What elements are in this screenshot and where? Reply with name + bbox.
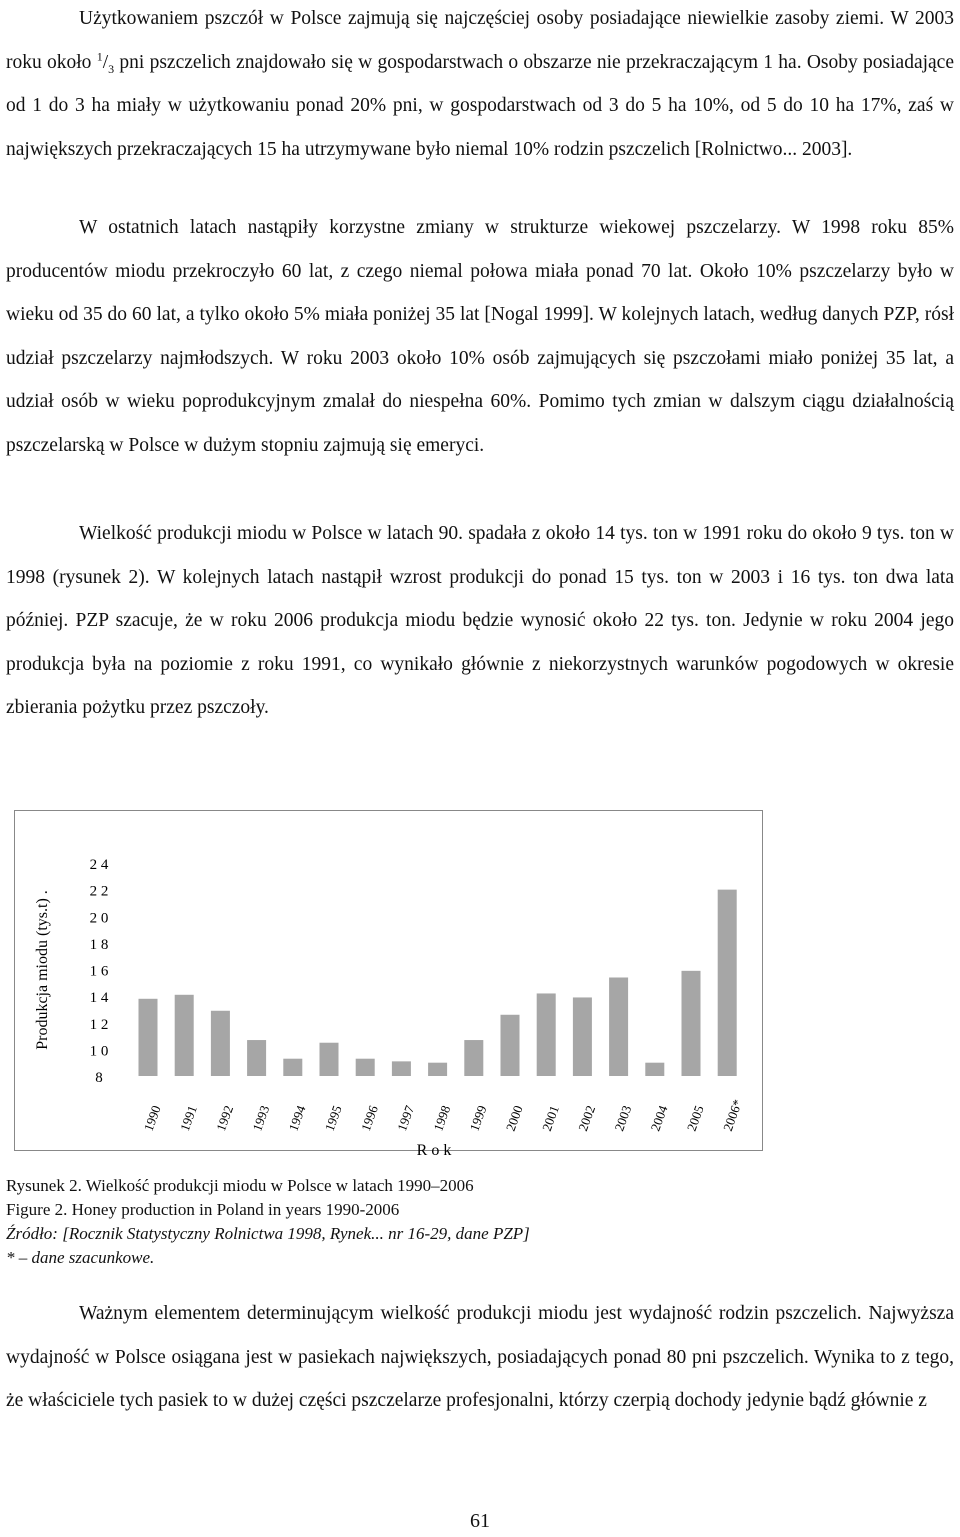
x-tick-label: 2003 (611, 1103, 635, 1134)
caption-line-1: Rysunek 2. Wielkość produkcji miodu w Polsce w latach 1990–2006 (6, 1176, 474, 1195)
bar-2000 (501, 1015, 520, 1076)
x-tick-label: 2000 (502, 1103, 526, 1134)
y-tick-label: 1 6 (89, 963, 109, 980)
honey-production-chart (14, 810, 774, 1170)
bar-2006 (718, 890, 737, 1076)
bar-1993 (247, 1040, 266, 1076)
page-number: 61 (470, 1510, 490, 1532)
bar-2001 (537, 993, 556, 1076)
bar-1996 (356, 1059, 375, 1076)
bar-1994 (283, 1059, 302, 1076)
x-tick-label: 1997 (394, 1103, 418, 1134)
x-tick-label: 1992 (213, 1103, 237, 1134)
y-tick-label: 1 2 (89, 1016, 109, 1033)
y-tick-label: 2 0 (89, 910, 109, 927)
bar-1995 (320, 1043, 339, 1076)
fraction-slash: / (102, 51, 109, 73)
bar-2002 (573, 997, 592, 1076)
caption-note: * – dane szacunkowe. (6, 1248, 155, 1267)
paragraph-4: Ważnym elementem determinującym wielkość produkcji miodu jest wydajność rodzin pszczelich. Najwyższa wydajność w Polsce osiągana jest w pasiekach największych, posiadających ponad 80 pni pszczelich. Wynika to z tego, że właściciele tych pasiek to w dużej części pszczelarze profesjonalni, którzy czerpią dochody jedynie bądź głównie z (6, 1303, 954, 1411)
y-tick-label: 1 8 (89, 936, 109, 953)
y-tick-label: 8 (95, 1070, 103, 1086)
fraction-denominator: 3 (108, 61, 115, 76)
x-tick-label: 2005 (683, 1103, 707, 1134)
y-tick-label: 1 4 (89, 990, 109, 1007)
bar-1998 (428, 1063, 447, 1076)
x-tick-label: 1990 (140, 1103, 164, 1134)
x-tick-label: 2006* (719, 1097, 746, 1134)
bar-1997 (392, 1061, 411, 1076)
paragraph-3: Wielkość produkcji miodu w Polsce w latach 90. spadała z około 14 tys. ton w 1991 roku do około 9 tys. ton w 1998 (rysunek 2). W kolejnych latach nastąpił wzrost produkcji do ponad 15 tys. ton w 2003 i 16 tys. ton dwa lata później. PZP szacuje, że w roku 2006 produkcja miodu będzie wynosić około 22 tys. ton. Jedynie w roku 2004 jego produkcja była na poziomie z roku 1991, co wynikało głównie z niekorzystnych warunków pogodowych w okresie zbierania pożytku przez pszczoły. (6, 523, 954, 718)
fraction-numerator: 1 (96, 49, 103, 63)
x-tick-label: 1998 (430, 1103, 454, 1134)
bar-1999 (464, 1040, 483, 1076)
x-tick-label: 1996 (357, 1103, 381, 1134)
caption-line-2: Figure 2. Honey production in Poland in years 1990-2006 (6, 1200, 400, 1219)
paragraph-2: W ostatnich latach nastąpiły korzystne zmiany w strukturze wiekowej pszczelarzy. W 1998 roku 85% producentów miodu przekroczyło 60 lat, z czego niemal połowa miała ponad 70 lat. Około 10% pszczelarzy było w wieku od 35 do 60 lat, a tylko około 5% miała poniżej 35 lat [Nogal 1999]. W kolejnych latach, według danych PZP, rósł udział pszczelarzy najmłodszych. W roku 2003 około 10% osób zajmujących się pszczołami miało poniżej 35 lat, a udział osób w wieku poprodukcyjnym zmalał do niespełna 60%. Pomimo tych zmian w dalszym ciągu działalnością pszczelarską w Polsce w dużym stopniu zajmują się emeryci. (6, 217, 954, 456)
bar-2005 (682, 971, 701, 1076)
paragraph-1-part-b: pni pszczelich znajdowało się w gospodarstwach o obszarze nie przekraczającym 1 ha. Osoby posiadające od 1 do 3 ha miały w użytkowaniu ponad 20% pni, w gospodarstwach od 3 do 5 ha 10%, od 5 do 10 ha 17%, zaś w największych przekraczających 15 ha utrzymywane było niemal 10% rodzin pszczelich [Rolnictwo... 2003]. (6, 51, 954, 160)
x-tick-label: 1999 (466, 1103, 490, 1134)
x-axis-label: R o k (416, 1142, 452, 1159)
y-axis-label: Produkcja miodu (tys.t) . (34, 890, 51, 1050)
y-tick-label: 1 0 (89, 1043, 109, 1060)
paragraph-1 (6, 0, 954, 171)
bar-1992 (211, 1011, 230, 1076)
x-tick-label: 2001 (538, 1103, 562, 1134)
x-tick-label: 1993 (249, 1103, 273, 1134)
x-tick-label: 1991 (176, 1103, 200, 1134)
bar-1990 (139, 999, 158, 1076)
x-tick-label: 1995 (321, 1103, 345, 1134)
y-tick-label: 2 2 (89, 883, 109, 900)
y-tick-label: 2 4 (89, 857, 109, 873)
x-tick-label: 2004 (647, 1103, 671, 1134)
x-tick-label: 1994 (285, 1103, 309, 1134)
bar-1991 (175, 995, 194, 1076)
bar-2003 (609, 977, 628, 1076)
chart-svg (14, 810, 774, 1170)
figure-caption (6, 1174, 530, 1270)
chart-frame (15, 811, 763, 1151)
x-tick-label: 2002 (575, 1103, 599, 1134)
bar-2004 (645, 1063, 664, 1076)
caption-source: Źródło: [Rocznik Statystyczny Rolnictwa 1998, Rynek... nr 16-29, dane PZP] (6, 1224, 530, 1243)
paragraph-1-part-a: Użytkowaniem pszczół w Polsce zajmują się najczęściej osoby posiadające niewielkie zasoby ziemi. W 2003 roku około (6, 8, 954, 73)
